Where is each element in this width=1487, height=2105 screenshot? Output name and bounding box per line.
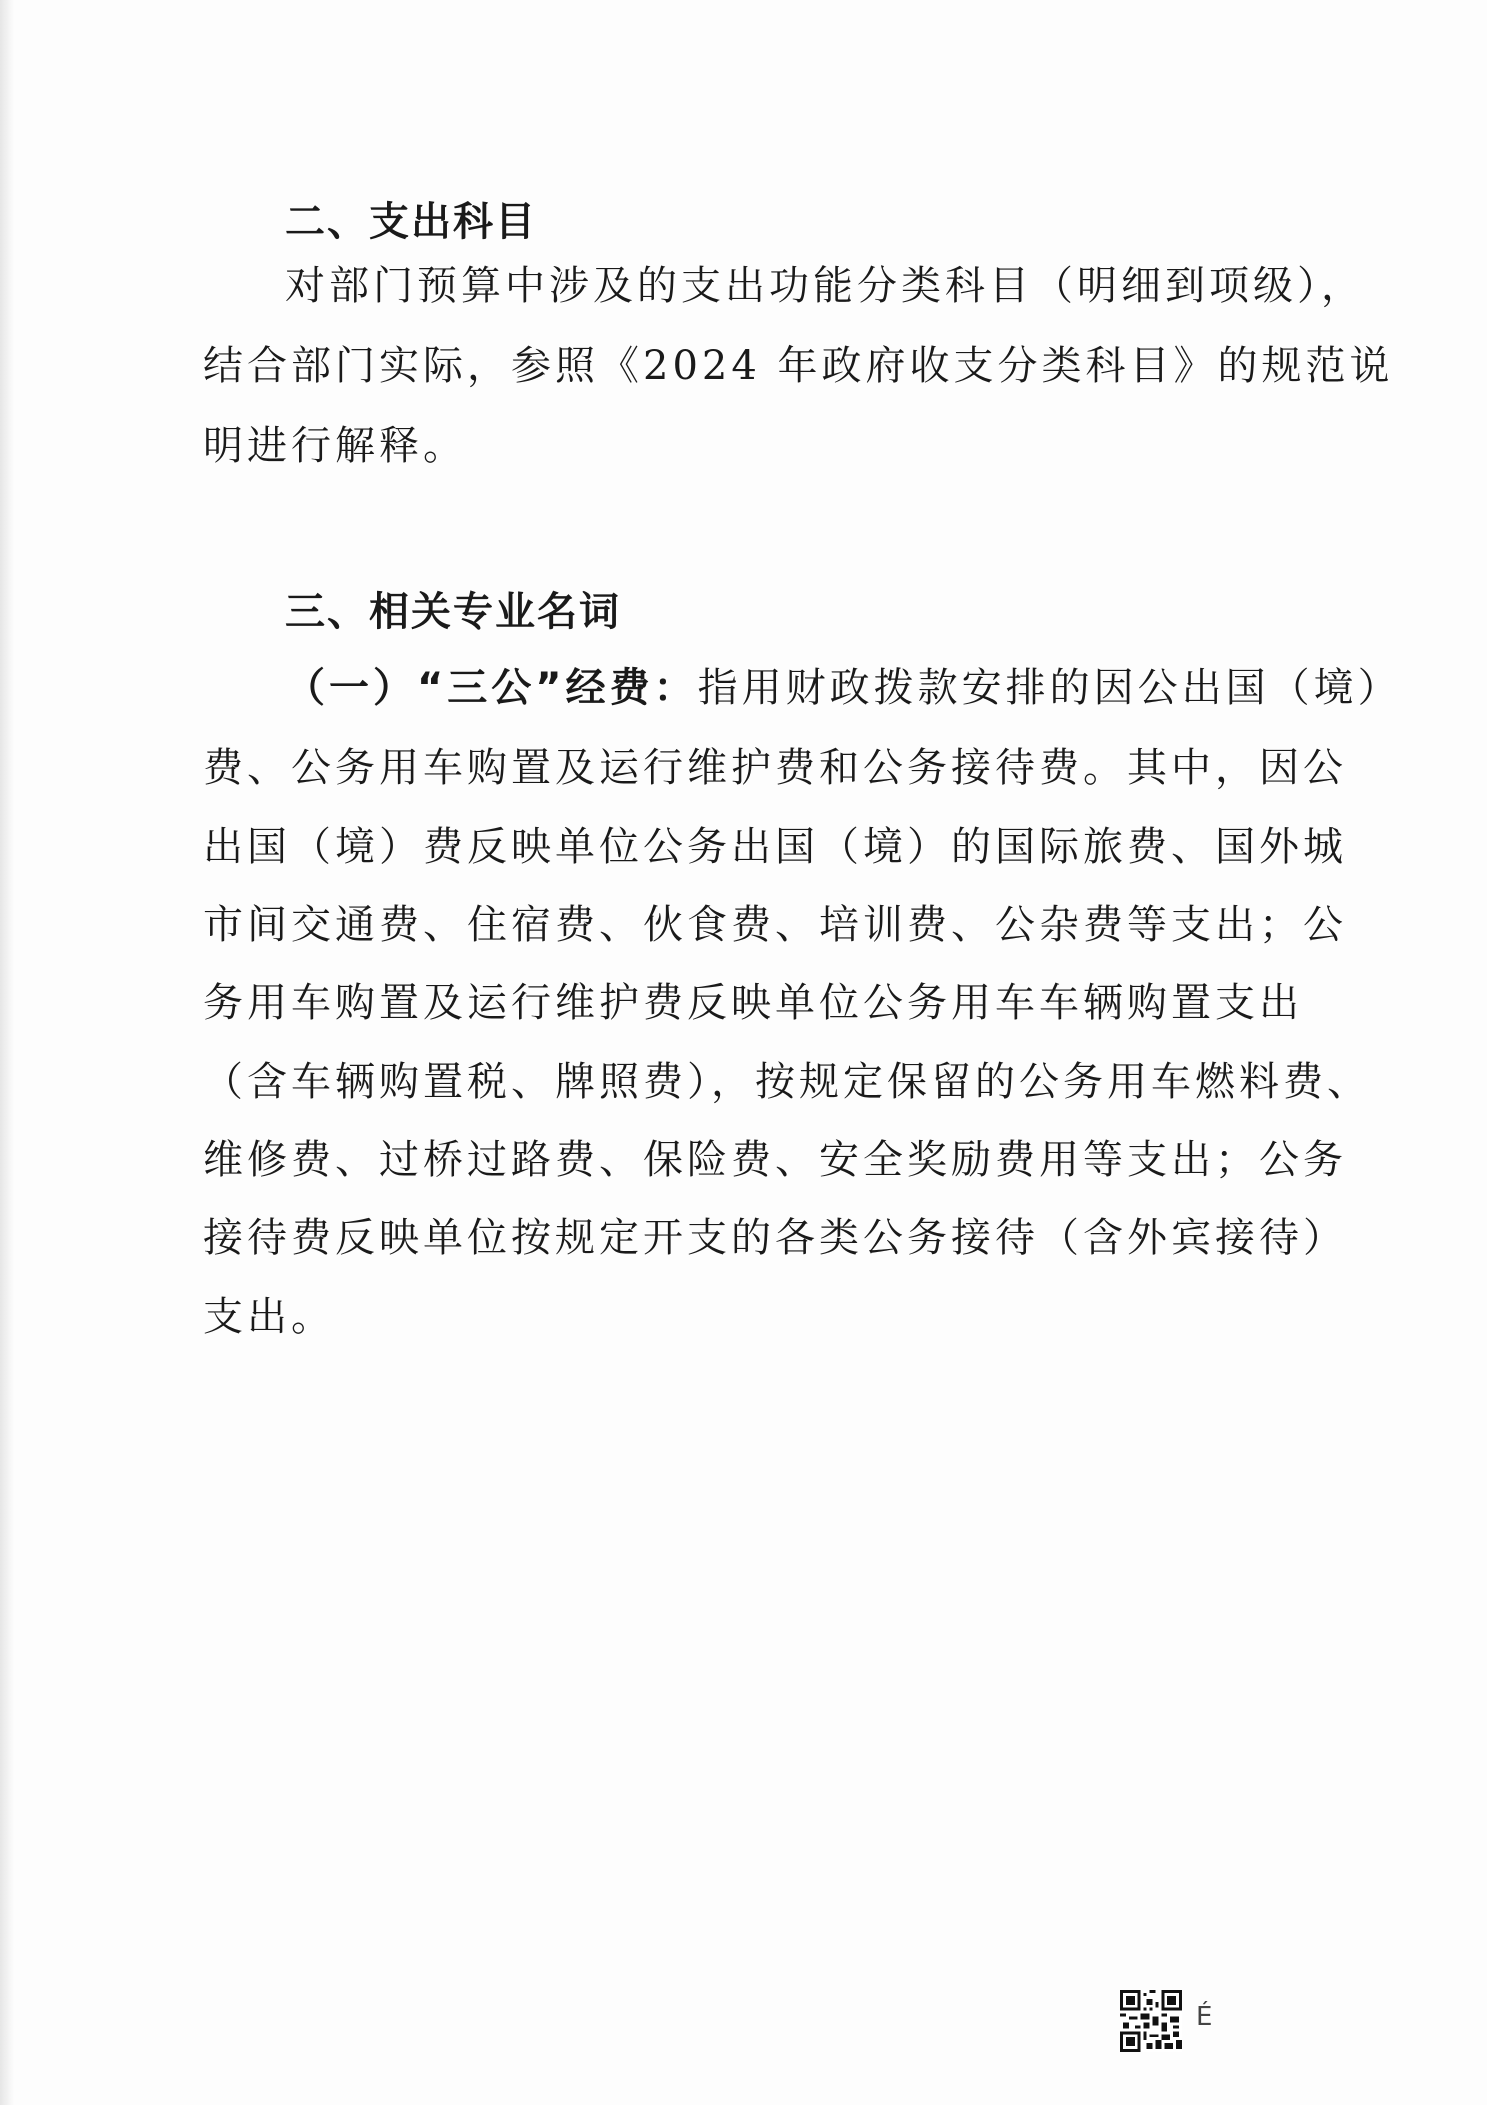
scan-edge-shadow — [0, 0, 14, 2105]
paragraph-line: 支出。 — [203, 1294, 335, 1340]
section-heading-terms: 三、相关专业名词 — [285, 589, 621, 635]
footer-mark: É — [1196, 2002, 1213, 2032]
term-definition-start: 指用财政拨款安排的因公出国（境） — [697, 665, 1402, 711]
paragraph-line: 接待费反映单位按规定开支的各类公务接待（含外宾接待） — [203, 1215, 1347, 1261]
paragraph-line: 出国（境）费反映单位公务出国（境）的国际旅费、国外城 — [203, 824, 1347, 870]
paragraph-line: 费、公务用车购置及运行维护费和公务接待费。其中，因公 — [203, 745, 1347, 791]
paragraph-line: 明进行解释。 — [203, 423, 467, 469]
paragraph-line: 对部门预算中涉及的支出功能分类科目（明细到项级）， — [285, 263, 1365, 309]
paragraph-line: 维修费、过桥过路费、保险费、安全奖励费用等支出；公务 — [203, 1137, 1347, 1183]
paragraph-line: 务用车购置及运行维护费反映单位公务用车车辆购置支出 — [203, 980, 1303, 1026]
term-lead-three-public-expenses: （一）“三公”经费： — [285, 665, 698, 711]
paragraph-line: （含车辆购置税、牌照费），按规定保留的公务用车燃料费、 — [203, 1059, 1371, 1105]
paragraph-line-first — [285, 664, 1402, 712]
paragraph-line: 市间交通费、住宿费、伙食费、培训费、公杂费等支出；公 — [203, 902, 1347, 948]
section-heading-expenditure-subjects: 二、支出科目 — [285, 199, 537, 245]
paragraph-line: 结合部门实际，参照《2024 年政府收支分类科目》的规范说 — [203, 343, 1394, 389]
qr-code-icon — [1120, 1990, 1182, 2052]
